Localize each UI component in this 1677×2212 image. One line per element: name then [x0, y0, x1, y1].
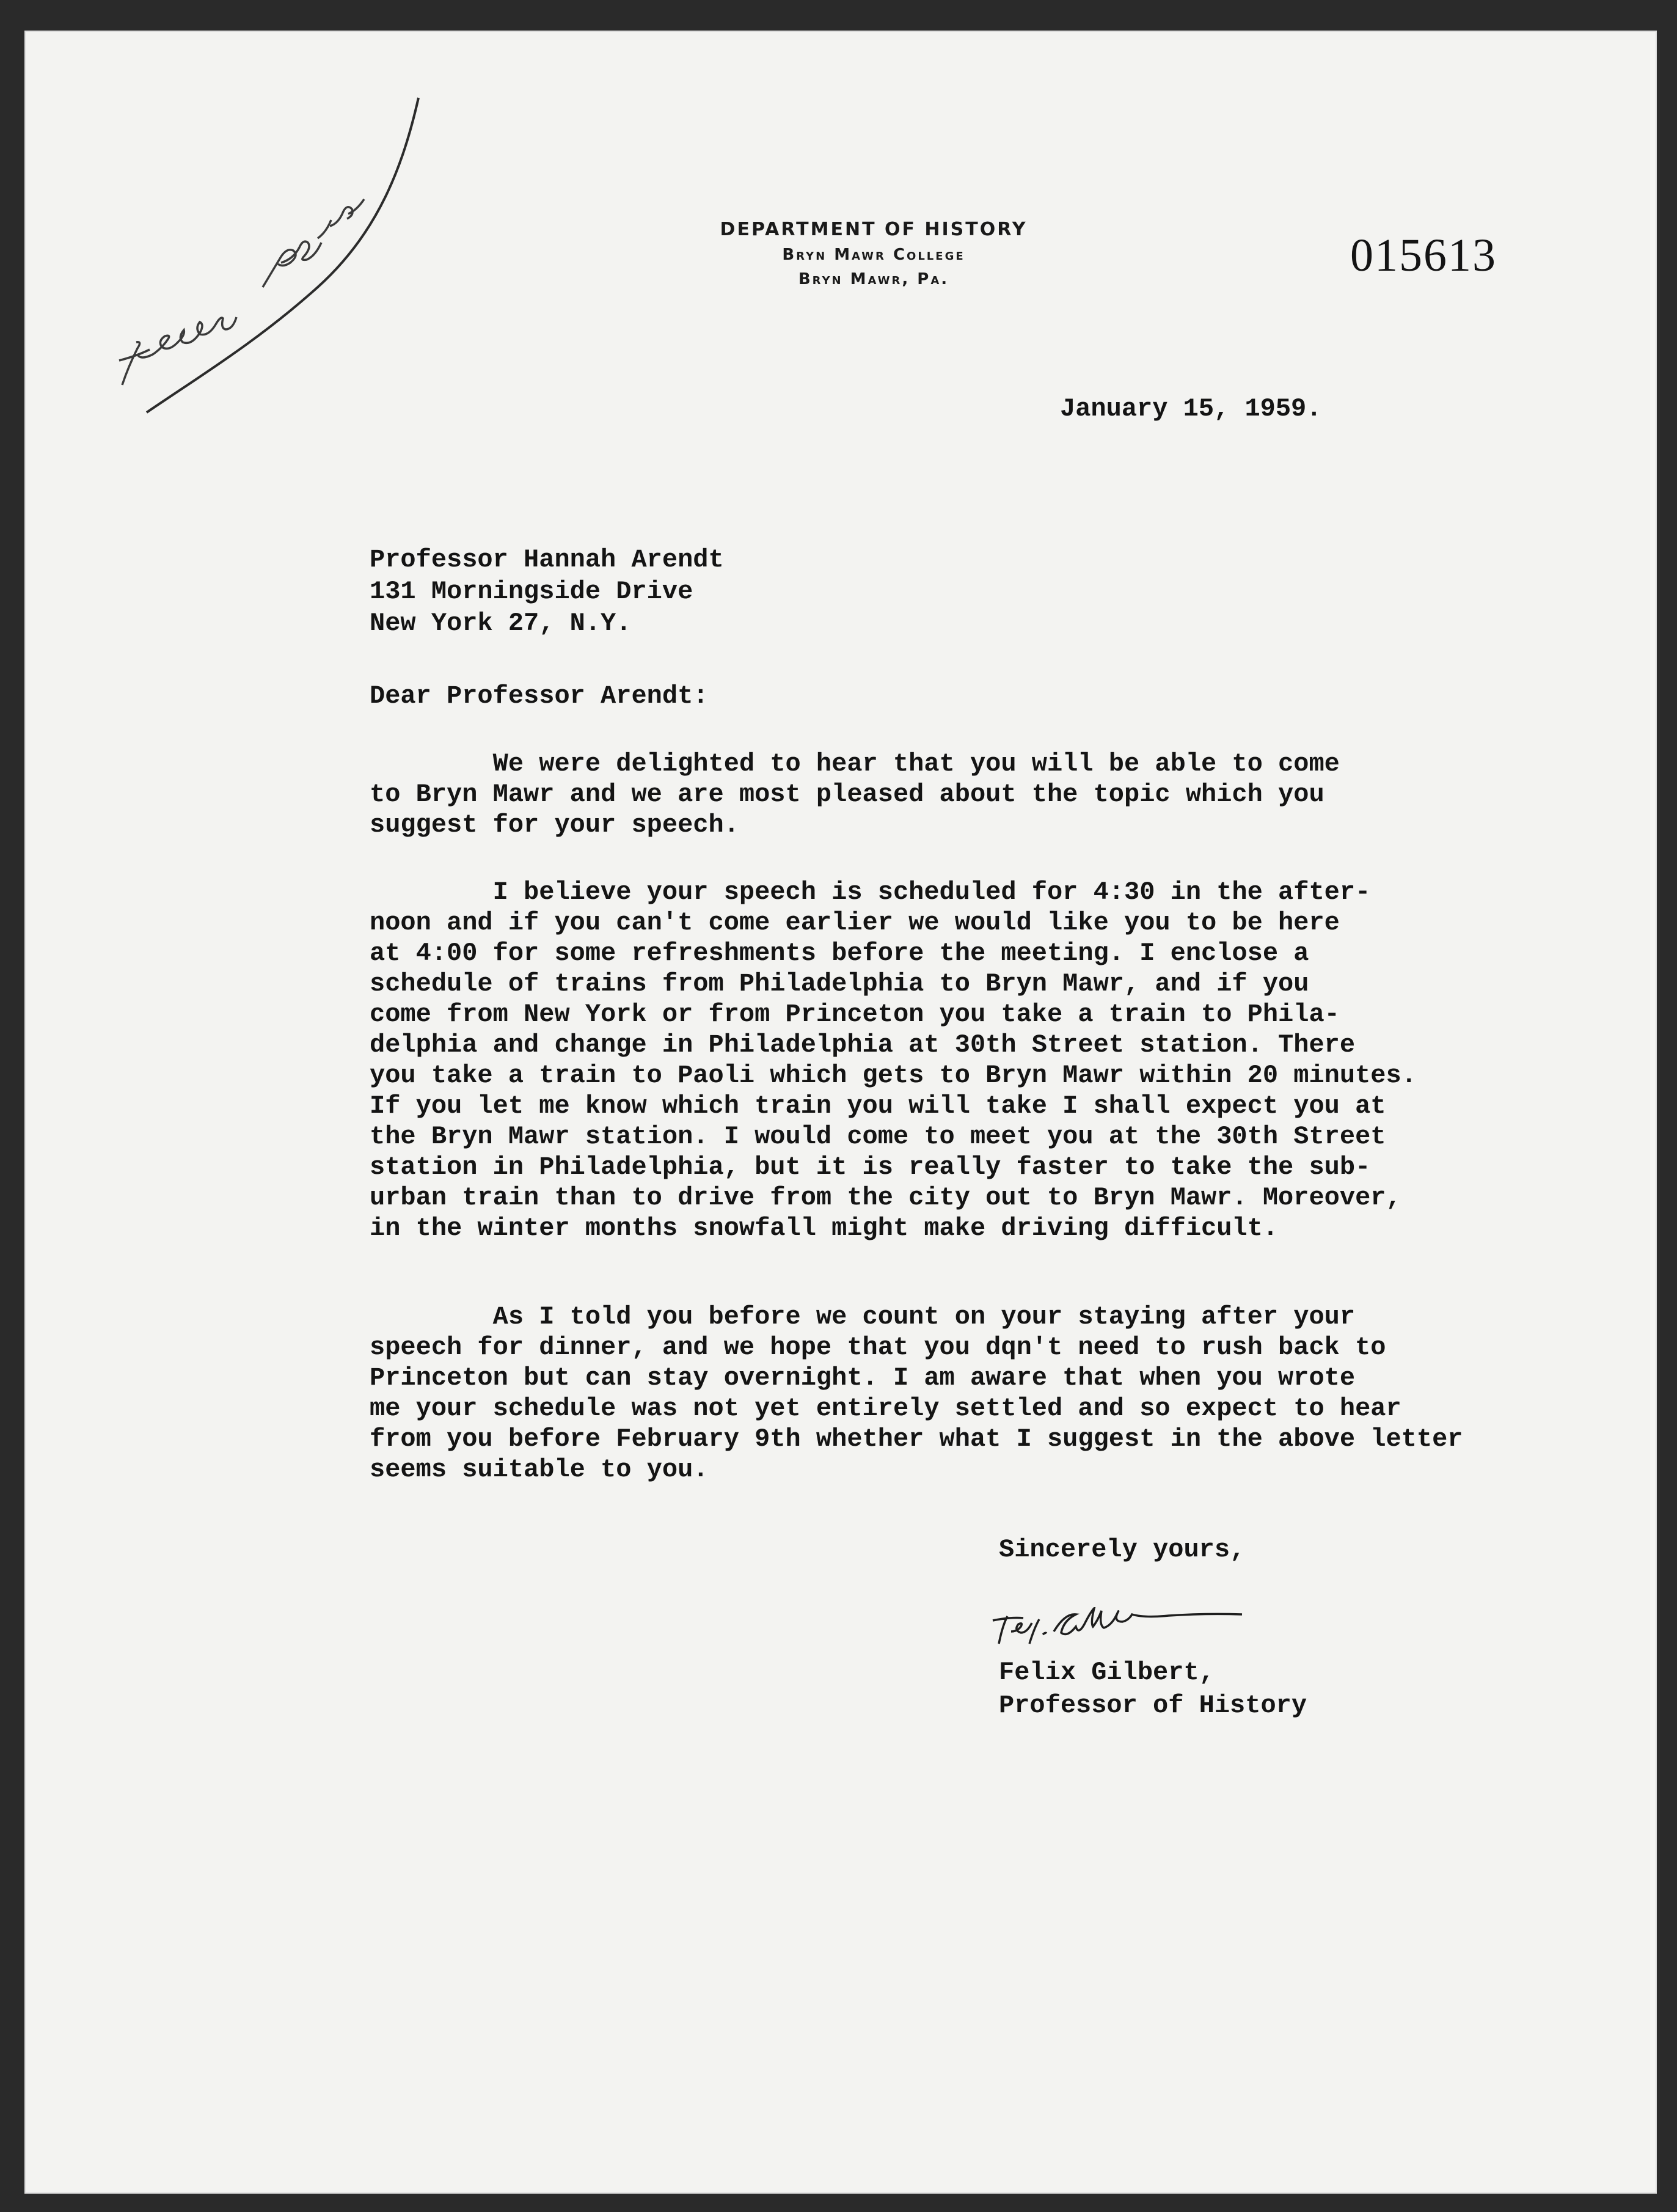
handwritten-annotation [61, 92, 440, 434]
body-paragraph-1: We were delighted to hear that you will be able to come to Bryn Mawr and we are most pleased about the topic which you suggest for your speech. [370, 749, 1340, 840]
recipient-street: 131 Morningside Drive [370, 577, 693, 606]
body-paragraph-3: As I told you before we count on your staying after your speech for dinner, and we hope that you dqn't need to rush back to Princeton but can stay overnight. I am aware that when you wrote me your schedule was not yet entirely settled and so expect to hear from you before February 9th whether what I suggest in the above letter seems suitable to you. [370, 1302, 1463, 1484]
recipient-name: Professor Hannah Arendt [370, 545, 724, 574]
recipient-address [370, 544, 724, 639]
letterhead-department: DEPARTMENT OF HISTORY [720, 219, 1028, 240]
signer-block [999, 1656, 1307, 1722]
recipient-city: New York 27, N.Y. [370, 609, 632, 638]
document-number: 015613 [1350, 230, 1497, 281]
letterhead-location: Bryn Mawr, Pa. [798, 270, 949, 288]
salutation: Dear Professor Arendt: [370, 681, 709, 711]
letter-date: January 15, 1959. [1060, 394, 1322, 423]
signer-name: Felix Gilbert, [999, 1658, 1215, 1687]
handwritten-signature [987, 1607, 1268, 1662]
letterhead-college: Bryn Mawr College [782, 246, 965, 264]
closing: Sincerely yours, [999, 1535, 1246, 1564]
letterhead [660, 217, 1087, 291]
signer-title: Professor of History [999, 1691, 1307, 1720]
body-paragraph-2: I believe your speech is scheduled for 4:30 in the after- noon and if you can't come earlier we would like you to be here at 4:00 for some refreshments before the meeting. I enclose a schedule of trains from Philadelphia to Bryn Mawr, and if you come from New York or from Princeton you take a train to Phila- delphia and change in Philadelphia at 30th Street station. There you take a train to Paoli which gets to Bryn Mawr within 20 minutes. If you let me know which train you will take I shall expect you at the Bryn Mawr station. I would come to meet you at the 30th Street station in Philadelphia, but it is really faster to take the sub- urban train than to drive from the city out to Bryn Mawr. Moreover, in the winter months snowfall might make driving difficult. [370, 877, 1417, 1243]
letter-page [24, 31, 1657, 2194]
